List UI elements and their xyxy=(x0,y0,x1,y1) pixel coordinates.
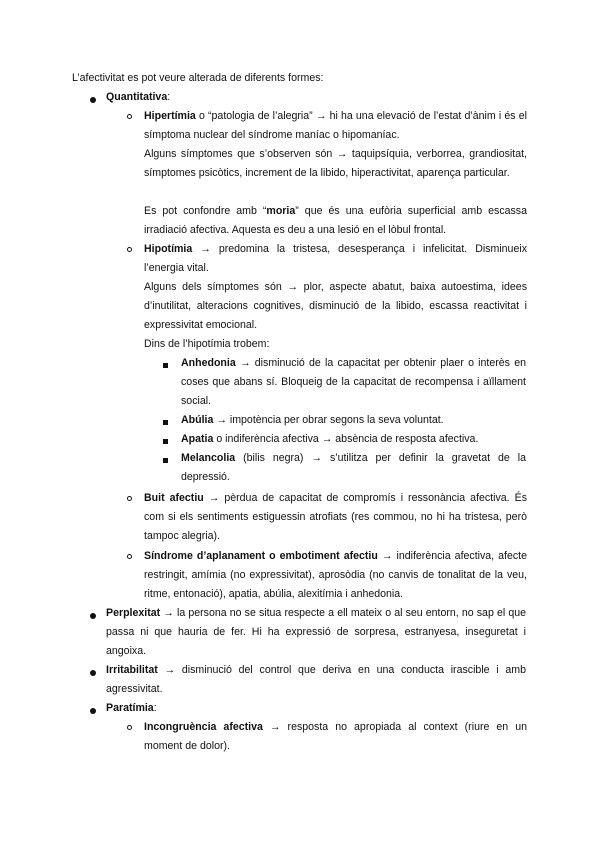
hipertimia-symptoms: Alguns símptomes que s’observen són → taquipsíquia, verborrea, grandiositat, símptomes psicòtics, increment de la libido, hiperactivitat, aparença particular. xyxy=(144,148,527,179)
bullet-square xyxy=(163,439,168,444)
item-buit-afectiu: Buit afectiu → pèrdua de capacitat de compromís i ressonància afectiva. És com si els sentiments estiguessin atrofiats (res commou, no hi ha tristesa, però tampoc alegria). xyxy=(144,492,527,542)
bullet-circle xyxy=(127,725,132,730)
bullet-disc xyxy=(90,708,96,714)
bullet-square xyxy=(163,458,168,463)
intro-line: L’afectivitat es pot veure alterada de diferents formes: xyxy=(72,72,324,84)
item-incongruencia-afectiva: Incongruència afectiva → resposta no apropiada al context (riure en un moment de dolor). xyxy=(144,721,528,752)
hipertimia-moria: Es pot confondre amb “moria” que és una eufòria superficial amb escassa irradiació afectiva. Aquesta es deu a una lesió en el lòbul frontal. xyxy=(144,205,527,236)
item-apatia: Apatia o indiferència afectiva → absència de resposta afectiva. xyxy=(181,433,479,445)
bullet-square xyxy=(163,420,168,425)
item-abulia: Abúlia → impotència per obrar segons la seva voluntat. xyxy=(181,414,444,426)
bullet-disc xyxy=(90,97,96,103)
bullet-circle xyxy=(127,114,132,119)
item-paratimia: Paratímia: xyxy=(106,702,157,714)
bullet-circle xyxy=(127,554,132,559)
item-sindrome-aplanament: Síndrome d’aplanament o embotiment afectiu → indiferència afectiva, afecte restringit, amímia (no expressivitat), aprosòdia (no canvis de tonalitat de la veu, ritme, entonació), apatia, abúlia, alexitímia i anhedonia. xyxy=(144,550,527,600)
item-irritabilitat: Irritabilitat → disminució del control que deriva en una conducta irascible i amb agressivitat. xyxy=(106,664,526,695)
item-hipotimia: Hipotímia → predomina la tristesa, desesperança i infelicitat. Disminueix l’energia vital. xyxy=(144,243,527,274)
hipotimia-symptoms: Alguns dels símptomes són → plor, aspecte abatut, baixa autoestima, idees d’inutilitat, alteracions cognitives, disminució de la libido, escassa reactivitat i expressivitat emocional. xyxy=(144,281,527,331)
item-melancolia: Melancolia (bilis negra) → s’utilitza per definir la gravetat de la depressió. xyxy=(181,452,526,483)
item-quantitativa: Quantitativa: xyxy=(106,91,171,103)
item-hipertimia: Hipertímia o “patologia de l’alegria” → hi ha una elevació de l’estat d’ànim i és el símptoma nuclear del síndrome maníac o hipomaníac. xyxy=(144,110,527,141)
bullet-square xyxy=(163,363,168,368)
hipotimia-intro: Dins de l’hipotímia trobem: xyxy=(144,338,270,350)
bullet-circle xyxy=(127,496,132,501)
item-perplexitat: Perplexitat → la persona no se situa respecte a ell mateix o al seu entorn, no sap el que passa ni que hauria de fer. Hi ha expressió de sorpresa, estranyesa, inseguretat i angoixa. xyxy=(106,607,526,657)
bullet-disc xyxy=(90,613,96,619)
item-anhedonia: Anhedonia → disminució de la capacitat per obtenir plaer o interès en coses que abans sí. Bloqueig de la capacitat de recompensa i aïllament social. xyxy=(181,357,526,407)
bullet-disc xyxy=(90,670,96,676)
bullet-circle xyxy=(127,247,132,252)
